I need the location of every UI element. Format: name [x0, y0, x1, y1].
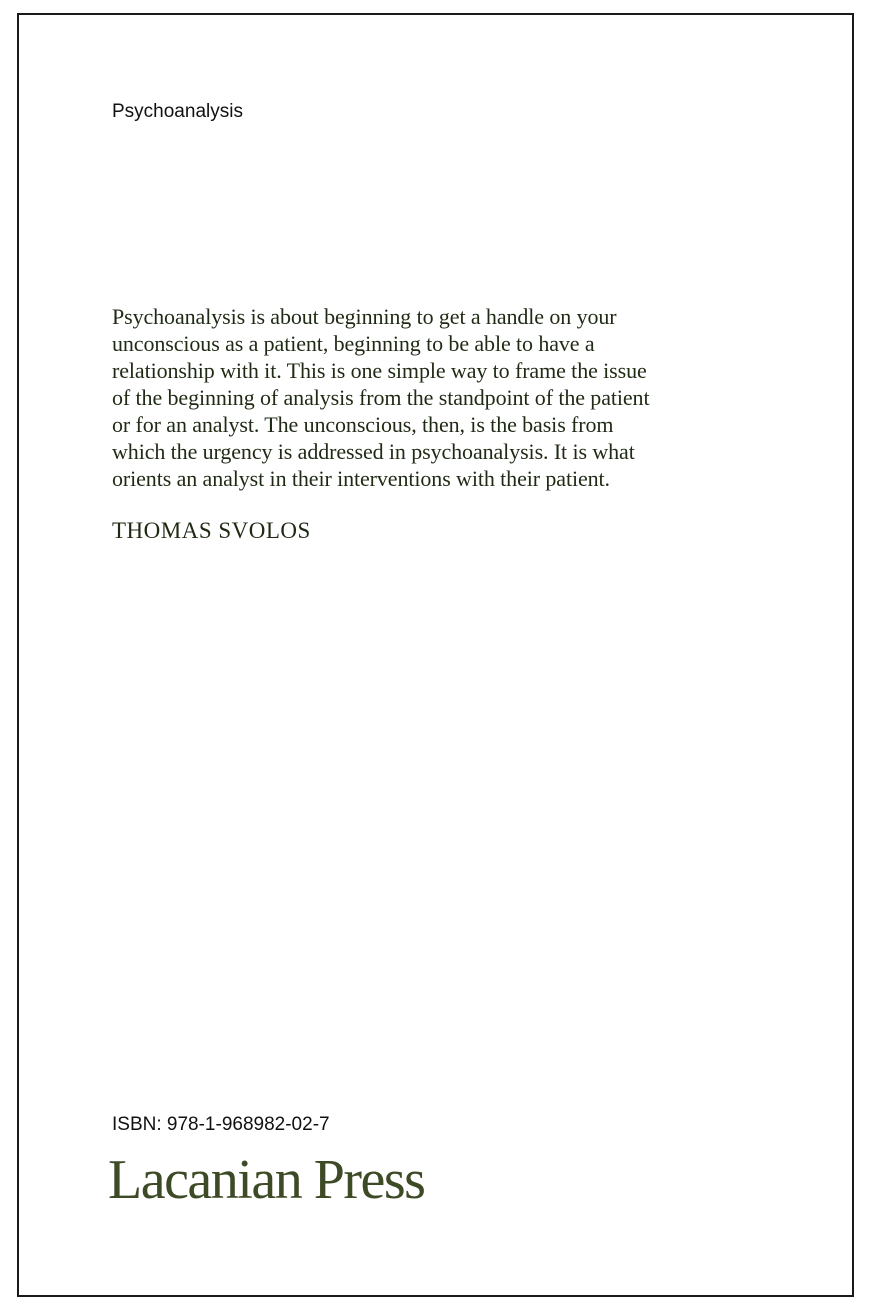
blurb-line: Psychoanalysis is about beginning to get a handle on your [112, 304, 617, 329]
blurb-line: relationship with it. This is one simple way to frame the issue [112, 358, 647, 383]
blurb-line: which the urgency is addressed in psychoanalysis. It is what [112, 439, 635, 464]
back-cover-blurb [112, 303, 712, 492]
author-name: THOMAS SVOLOS [112, 518, 311, 543]
cover-border [17, 13, 854, 1297]
blurb-line: orients an analyst in their interventions with their patient. [112, 466, 610, 491]
blurb-line: of the beginning of analysis from the standpoint of the patient [112, 385, 650, 410]
publisher-logo: Lacanian Press [108, 1149, 425, 1211]
isbn-number: ISBN: 978-1-968982-02-7 [112, 1114, 330, 1135]
blurb-line: or for an analyst. The unconscious, then, is the basis from [112, 412, 614, 437]
category-label: Psychoanalysis [112, 101, 243, 122]
blurb-line: unconscious as a patient, beginning to be able to have a [112, 331, 595, 356]
